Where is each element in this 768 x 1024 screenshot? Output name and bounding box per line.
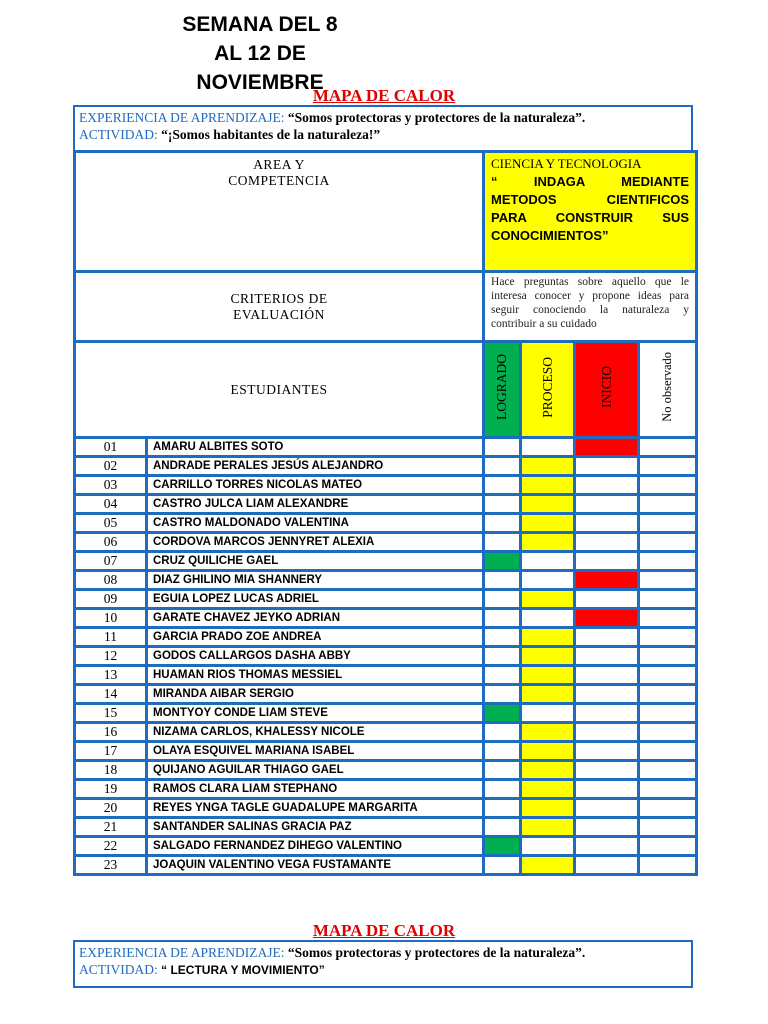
competence-line-3: PARA CONSTRUIR SUS	[491, 210, 690, 225]
level-cell-no-observado	[639, 552, 697, 571]
level-cell-logrado	[484, 856, 521, 875]
level-cell-inicio	[575, 571, 639, 590]
level-cell-logrado	[484, 628, 521, 647]
heat-map-title: MAPA DE CALOR	[312, 86, 456, 105]
level-cell-no-observado	[639, 818, 697, 837]
student-number: 14	[75, 685, 147, 704]
level-cell-no-observado	[639, 628, 697, 647]
student-number: 04	[75, 495, 147, 514]
level-cell-inicio	[575, 438, 639, 457]
student-number: 10	[75, 609, 147, 628]
student-name: QUIJANO AGUILAR THIAGO GAEL	[147, 761, 484, 780]
student-number: 19	[75, 780, 147, 799]
student-row	[75, 856, 697, 875]
student-row	[75, 780, 697, 799]
student-row	[75, 495, 697, 514]
student-row	[75, 533, 697, 552]
student-number: 23	[75, 856, 147, 875]
level-cell-no-observado	[639, 457, 697, 476]
level-cell-inicio	[575, 476, 639, 495]
level-cell-proceso	[521, 514, 575, 533]
student-row	[75, 590, 697, 609]
level-cell-inicio	[575, 799, 639, 818]
student-row	[75, 799, 697, 818]
student-row	[75, 761, 697, 780]
level-cell-no-observado	[639, 761, 697, 780]
level-cell-no-observado	[639, 476, 697, 495]
level-cell-logrado	[484, 666, 521, 685]
student-number: 20	[75, 799, 147, 818]
student-number: 11	[75, 628, 147, 647]
level-cell-inicio	[575, 666, 639, 685]
student-number: 17	[75, 742, 147, 761]
student-row	[75, 457, 697, 476]
level-cell-no-observado	[639, 571, 697, 590]
level-cell-logrado	[484, 438, 521, 457]
student-number: 08	[75, 571, 147, 590]
student-name: ANDRADE PERALES JESÚS ALEJANDRO	[147, 457, 484, 476]
student-number: 09	[75, 590, 147, 609]
criteria-header: CRITERIOS DE EVALUACIÓN	[75, 272, 484, 342]
heat-map-title-2: MAPA DE CALOR	[312, 921, 456, 940]
activity-value: “¡Somos habitantes de la naturaleza!”	[161, 127, 381, 142]
area-competence-cell	[484, 152, 697, 272]
student-name: OLAYA ESQUIVEL MARIANA ISABEL	[147, 742, 484, 761]
competence-line-4: CONOCIMIENTOS”	[491, 228, 609, 243]
level-cell-logrado	[484, 495, 521, 514]
level-cell-proceso	[521, 628, 575, 647]
activity-label: ACTIVIDAD:	[79, 127, 158, 142]
level-cell-no-observado	[639, 856, 697, 875]
student-name: EGUIA LOPEZ LUCAS ADRIEL	[147, 590, 484, 609]
week-label	[160, 10, 360, 97]
student-name: GODOS CALLARGOS DASHA ABBY	[147, 647, 484, 666]
student-row	[75, 742, 697, 761]
level-cell-inicio	[575, 495, 639, 514]
criteria-text: Hace preguntas sobre aquello que le interesa conocer y propone ideas para seguir conociendo la naturaleza y contribuir a su cuidado	[484, 272, 697, 342]
student-row	[75, 818, 697, 837]
level-cell-inicio	[575, 628, 639, 647]
level-cell-inicio	[575, 552, 639, 571]
level-cell-no-observado	[639, 780, 697, 799]
student-row	[75, 571, 697, 590]
student-number: 12	[75, 647, 147, 666]
level-cell-no-observado	[639, 685, 697, 704]
level-cell-proceso	[521, 495, 575, 514]
level-cell-logrado	[484, 685, 521, 704]
student-row	[75, 647, 697, 666]
student-name: CRUZ QUILICHE GAEL	[147, 552, 484, 571]
student-name: AMARU ALBITES SOTO	[147, 438, 484, 457]
level-inicio-header: INICIO	[575, 342, 639, 438]
student-row	[75, 666, 697, 685]
week-line-3: NOVIEMBRE	[196, 71, 324, 94]
student-name: GARATE CHAVEZ JEYKO ADRIAN	[147, 609, 484, 628]
student-row	[75, 552, 697, 571]
student-name: NIZAMA CARLOS, KHALESSY NICOLE	[147, 723, 484, 742]
level-cell-proceso	[521, 571, 575, 590]
level-cell-proceso	[521, 438, 575, 457]
level-cell-no-observado	[639, 438, 697, 457]
level-cell-no-observado	[639, 799, 697, 818]
experience-header	[73, 105, 693, 152]
level-cell-logrado	[484, 571, 521, 590]
heat-map-table	[73, 150, 698, 876]
student-number: 13	[75, 666, 147, 685]
student-number: 01	[75, 438, 147, 457]
level-logrado-header: LOGRADO	[484, 342, 521, 438]
level-cell-proceso	[521, 457, 575, 476]
student-row	[75, 514, 697, 533]
student-row	[75, 723, 697, 742]
level-cell-inicio	[575, 609, 639, 628]
competence-line-1: “ INDAGA MEDIANTE	[491, 174, 690, 189]
level-cell-inicio	[575, 818, 639, 837]
level-cell-proceso	[521, 476, 575, 495]
student-number: 07	[75, 552, 147, 571]
level-cell-inicio	[575, 761, 639, 780]
level-cell-inicio	[575, 780, 639, 799]
level-cell-logrado	[484, 837, 521, 856]
level-cell-logrado	[484, 476, 521, 495]
student-row	[75, 628, 697, 647]
student-row	[75, 685, 697, 704]
level-cell-logrado	[484, 609, 521, 628]
level-cell-proceso	[521, 685, 575, 704]
level-cell-proceso	[521, 647, 575, 666]
level-cell-inicio	[575, 837, 639, 856]
student-row	[75, 837, 697, 856]
student-name: DIAZ GHILINO MIA SHANNERY	[147, 571, 484, 590]
level-cell-inicio	[575, 590, 639, 609]
level-cell-no-observado	[639, 723, 697, 742]
level-cell-logrado	[484, 533, 521, 552]
level-cell-proceso	[521, 799, 575, 818]
student-name: GARCIA PRADO ZOE ANDREA	[147, 628, 484, 647]
student-number: 16	[75, 723, 147, 742]
student-number: 02	[75, 457, 147, 476]
level-cell-inicio	[575, 533, 639, 552]
level-cell-logrado	[484, 818, 521, 837]
area-name: CIENCIA Y TECNOLOGIA	[491, 156, 642, 171]
student-name: REYES YNGA TAGLE GUADALUPE MARGARITA	[147, 799, 484, 818]
experience-value: “Somos protectoras y protectores de la naturaleza”.	[287, 110, 586, 125]
student-row	[75, 609, 697, 628]
level-cell-logrado	[484, 761, 521, 780]
experience-label: EXPERIENCIA DE APRENDIZAJE:	[79, 110, 285, 125]
level-cell-logrado	[484, 647, 521, 666]
student-name: SALGADO FERNANDEZ DIHEGO VALENTINO	[147, 837, 484, 856]
level-cell-proceso	[521, 818, 575, 837]
level-cell-proceso	[521, 666, 575, 685]
level-cell-inicio	[575, 723, 639, 742]
level-cell-proceso	[521, 780, 575, 799]
competence-line-2: METODOS CIENTIFICOS	[491, 192, 690, 207]
level-cell-logrado	[484, 590, 521, 609]
level-cell-proceso	[521, 723, 575, 742]
student-name: JOAQUIN VALENTINO VEGA FUSTAMANTE	[147, 856, 484, 875]
student-number: 18	[75, 761, 147, 780]
level-cell-proceso	[521, 856, 575, 875]
experience-label-2: EXPERIENCIA DE APRENDIZAJE:	[79, 945, 285, 960]
level-cell-proceso	[521, 761, 575, 780]
student-name: RAMOS CLARA LIAM STEPHANO	[147, 780, 484, 799]
level-no-observado-header: No observado	[639, 342, 697, 438]
student-number: 15	[75, 704, 147, 723]
student-name: HUAMAN RIOS THOMAS MESSIEL	[147, 666, 484, 685]
student-name: CARRILLO TORRES NICOLAS MATEO	[147, 476, 484, 495]
level-cell-logrado	[484, 514, 521, 533]
level-cell-proceso	[521, 609, 575, 628]
level-cell-no-observado	[639, 742, 697, 761]
level-cell-no-observado	[639, 666, 697, 685]
student-name: SANTANDER SALINAS GRACIA PAZ	[147, 818, 484, 837]
level-cell-no-observado	[639, 704, 697, 723]
level-cell-inicio	[575, 647, 639, 666]
level-cell-logrado	[484, 780, 521, 799]
student-row	[75, 438, 697, 457]
activity-label-2: ACTIVIDAD:	[79, 962, 158, 977]
level-cell-proceso	[521, 837, 575, 856]
level-cell-no-observado	[639, 609, 697, 628]
level-cell-no-observado	[639, 590, 697, 609]
level-cell-proceso	[521, 552, 575, 571]
level-cell-proceso	[521, 742, 575, 761]
level-cell-logrado	[484, 704, 521, 723]
week-line-2: AL 12 DE	[214, 42, 306, 65]
level-cell-no-observado	[639, 647, 697, 666]
level-cell-inicio	[575, 685, 639, 704]
level-cell-logrado	[484, 723, 521, 742]
level-proceso-header: PROCESO	[521, 342, 575, 438]
student-name: MIRANDA AIBAR SERGIO	[147, 685, 484, 704]
level-cell-inicio	[575, 457, 639, 476]
level-cell-logrado	[484, 457, 521, 476]
level-cell-inicio	[575, 856, 639, 875]
level-cell-proceso	[521, 590, 575, 609]
student-number: 21	[75, 818, 147, 837]
student-number: 03	[75, 476, 147, 495]
week-line-1: SEMANA DEL 8	[182, 13, 338, 36]
student-number: 22	[75, 837, 147, 856]
level-cell-proceso	[521, 533, 575, 552]
activity-value-2: “ LECTURA Y MOVIMIENTO”	[161, 963, 325, 977]
level-cell-inicio	[575, 514, 639, 533]
student-name: MONTYOY CONDE LIAM STEVE	[147, 704, 484, 723]
students-header: ESTUDIANTES	[75, 342, 484, 438]
experience-header-2	[73, 940, 693, 988]
level-cell-logrado	[484, 552, 521, 571]
level-cell-no-observado	[639, 495, 697, 514]
experience-value-2: “Somos protectoras y protectores de la naturaleza”.	[287, 945, 586, 960]
area-competence-header: AREA Y COMPETENCIA	[75, 152, 484, 272]
student-name: CORDOVA MARCOS JENNYRET ALEXIA	[147, 533, 484, 552]
student-number: 06	[75, 533, 147, 552]
level-cell-inicio	[575, 704, 639, 723]
student-row	[75, 476, 697, 495]
level-cell-logrado	[484, 799, 521, 818]
level-cell-no-observado	[639, 533, 697, 552]
level-cell-proceso	[521, 704, 575, 723]
level-cell-logrado	[484, 742, 521, 761]
level-cell-no-observado	[639, 514, 697, 533]
student-number: 05	[75, 514, 147, 533]
student-name: CASTRO JULCA LIAM ALEXANDRE	[147, 495, 484, 514]
student-row	[75, 704, 697, 723]
level-cell-no-observado	[639, 837, 697, 856]
level-cell-inicio	[575, 742, 639, 761]
student-name: CASTRO MALDONADO VALENTINA	[147, 514, 484, 533]
